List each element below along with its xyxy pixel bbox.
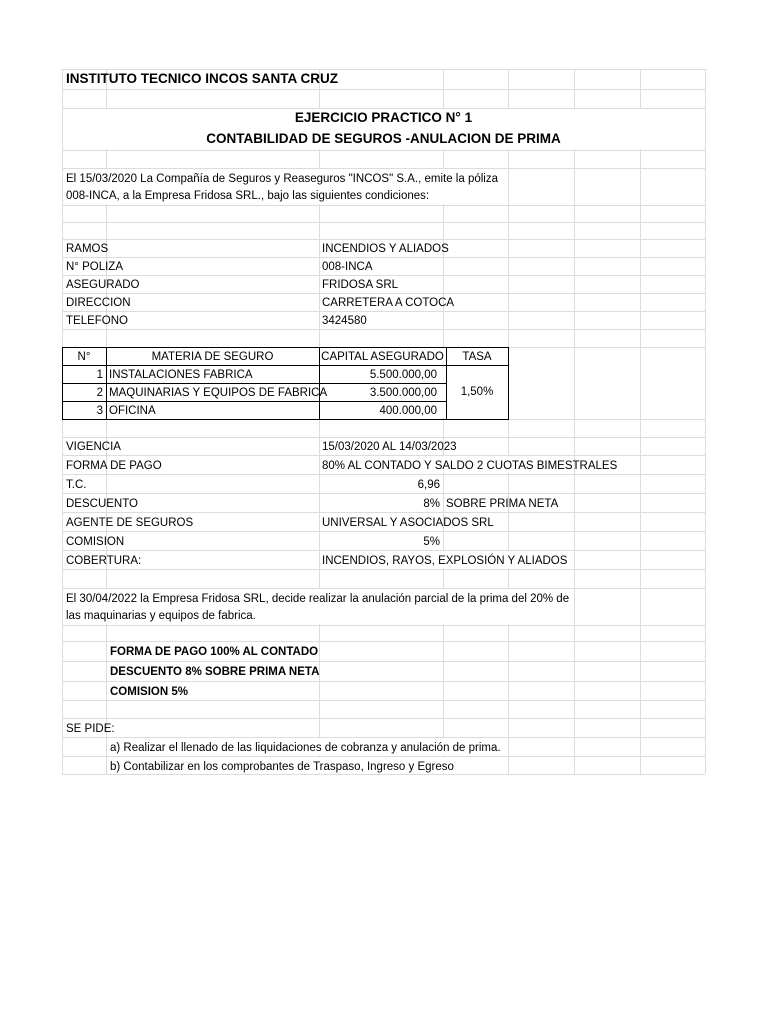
new-term: DESCUENTO 8% SOBRE PRIMA NETA bbox=[110, 666, 320, 678]
policy-value: FRIDOSA SRL bbox=[322, 279, 399, 291]
condition-label: FORMA DE PAGO bbox=[66, 460, 162, 472]
table-row-materia: OFICINA bbox=[109, 405, 156, 417]
table-tasa-value: 1,50% bbox=[460, 386, 494, 398]
condition-value: UNIVERSAL Y ASOCIADOS SRL bbox=[322, 517, 494, 529]
condition-label: AGENTE DE SEGUROS bbox=[66, 517, 194, 529]
policy-label: N° POLIZA bbox=[66, 261, 124, 273]
intro-line-2: 008-INCA, a la Empresa Fridosa SRL., bajo las siguientes condiciones: bbox=[66, 190, 430, 202]
policy-value: 3424580 bbox=[322, 315, 367, 327]
table-row-n: 2 bbox=[96, 387, 103, 399]
table-header-tasa: TASA bbox=[462, 351, 492, 363]
table-row-capital: 5.500.000,00 bbox=[369, 369, 437, 381]
condition-value: INCENDIOS, RAYOS, EXPLOSIÓN Y ALIADOS bbox=[322, 555, 568, 567]
event-line-1: El 30/04/2022 la Empresa Fridosa SRL, decide realizar la anulación parcial de la prima del 20% de bbox=[66, 593, 570, 605]
condition-value: 80% AL CONTADO Y SALDO 2 CUOTAS BIMESTRALES bbox=[322, 460, 618, 472]
subject-title: CONTABILIDAD DE SEGUROS -ANULACION DE PRIMA bbox=[206, 131, 561, 146]
task-item: a) Realizar el llenado de las liquidaciones de cobranza y anulación de prima. bbox=[110, 742, 501, 754]
event-line-2: las maquinarias y equipos de fabrica. bbox=[66, 610, 256, 622]
exercise-title: EJERCICIO PRACTICO N° 1 bbox=[294, 110, 473, 125]
policy-label: TELEFONO bbox=[66, 315, 128, 327]
institute-title: INSTITUTO TECNICO INCOS SANTA CRUZ bbox=[66, 71, 338, 86]
table-row-n: 3 bbox=[96, 405, 103, 417]
policy-value: 008-INCA bbox=[322, 261, 373, 273]
tasks-title: SE PIDE: bbox=[66, 723, 115, 735]
condition-value: 15/03/2020 AL 14/03/2023 bbox=[322, 441, 457, 453]
condition-label: COBERTURA: bbox=[66, 555, 142, 567]
table-row-n: 1 bbox=[96, 369, 103, 381]
new-term: FORMA DE PAGO 100% AL CONTADO bbox=[110, 646, 319, 658]
table-header-materia: MATERIA DE SEGURO bbox=[151, 351, 274, 363]
condition-value: 6,96 bbox=[417, 479, 440, 491]
policy-value: CARRETERA A COTOCA bbox=[322, 297, 455, 309]
condition-value: 5% bbox=[423, 536, 440, 548]
condition-extra: SOBRE PRIMA NETA bbox=[446, 498, 559, 510]
condition-label: T.C. bbox=[66, 479, 87, 491]
table-header-n: N° bbox=[77, 351, 91, 363]
policy-label: RAMOS bbox=[66, 243, 109, 255]
table-row-capital: 400.000,00 bbox=[379, 405, 437, 417]
table-row-capital: 3.500.000,00 bbox=[369, 387, 437, 399]
condition-label: COMISION bbox=[66, 536, 125, 548]
condition-label: DESCUENTO bbox=[66, 498, 138, 510]
condition-label: VIGENCIA bbox=[66, 441, 121, 453]
table-row-materia: MAQUINARIAS Y EQUIPOS DE FABRICA bbox=[109, 387, 328, 399]
new-term: COMISION 5% bbox=[110, 686, 188, 698]
table-header-capital: CAPITAL ASEGURADO bbox=[321, 351, 444, 363]
policy-value: INCENDIOS Y ALIADOS bbox=[322, 243, 449, 255]
policy-label: DIRECCION bbox=[66, 297, 131, 309]
condition-value: 8% bbox=[423, 498, 440, 510]
task-item: b) Contabilizar en los comprobantes de Traspaso, Ingreso y Egreso bbox=[110, 761, 454, 773]
table-row-materia: INSTALACIONES FABRICA bbox=[109, 369, 253, 381]
intro-line-1: El 15/03/2020 La Compañía de Seguros y Reaseguros "INCOS" S.A., emite la póliza bbox=[66, 173, 498, 185]
policy-label: ASEGURADO bbox=[66, 279, 140, 291]
